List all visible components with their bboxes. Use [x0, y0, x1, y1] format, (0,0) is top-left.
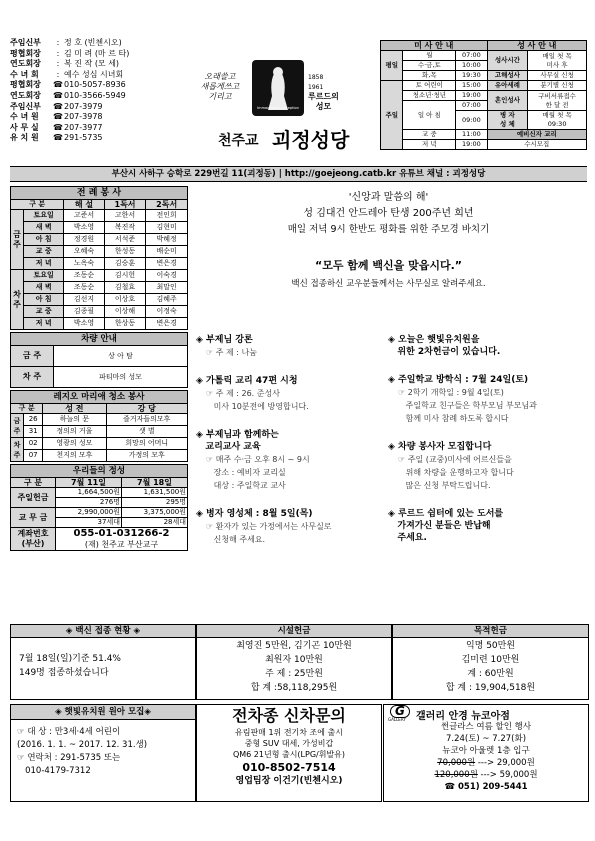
gallery-logo-icon: G — [390, 705, 410, 718]
staff-row: 연도회장 ☎ 010-3566-5949 — [10, 90, 126, 100]
bottom-section — [10, 624, 587, 700]
mary-seal-icon: Immaculate Conception — [252, 60, 304, 116]
service-row: 새 벽 조동순 김철효 최말인 — [11, 282, 188, 294]
staff-row: 평협회장 : 김 미 려 (마 르 타) — [10, 48, 130, 58]
service-row: 새 벽 박소영 복진작 김현미 — [11, 222, 188, 234]
main-message: '신앙과 말씀의 해' 성 김대건 안드레아 탄생 200주년 희년 매일 저녁 9시 한반도 평화를 위한 주모경 바치기 “모두 함께 백신을 맞읍시다.” 백신 접종하신 교우분들께서는 사무실로 알려주세요. — [190, 190, 587, 291]
facility-offering: 시설헌금 최영진 5만원, 김기곤 10만원 최원자 10만원 주 제 : 25만원 합 계 :58,118,295원 — [196, 624, 392, 700]
mass-row: 평일 월 07:00 성사시간 매일 첫 목 미사 후 — [381, 51, 587, 61]
mass-schedule: 미 사 안 내 성 사 안 내 평일 월 07:00 성사시간 매일 첫 목 미사 후 수·금,토 10:00 화,목 19:30 고해성사 사무실 신청 주일 토 어린이 15:00 유아세례 분기별 신청 청소년·청년 19:00 혼인성사 구비서류접수 한 달 전 일 아 침 07:00 09:00 병 자 성 체 매월 첫 목 09:30 교 중 11:00 예비신자 교리 저 녁 19:00 수시모집 — [380, 40, 587, 150]
notice-item: ◈ 루르드 쉼터에 있는 도서를 가져가신 분들은 반납해 주세요. — [388, 509, 504, 543]
purpose-offering: 목적헌금 익명 50만원 김미련 10만원 계 : 60만원 합 계 : 19,904,518원 — [392, 624, 589, 700]
staff-list — [10, 38, 180, 144]
legio-row: 31 정의의 거울 샛 별 — [11, 426, 188, 438]
year-theme: '신앙과 말씀의 해' — [348, 192, 429, 203]
mass-row: 주일 토 어린이 15:00 유아세례 분기별 신청 — [381, 81, 587, 91]
notice-item: ◈ 가톨릭 교리 47편 시청 ☞ 주 제 : 26. 준성사 미사 10분전에 방영합니다. — [196, 376, 309, 411]
service-row: 금 주 토요일 고준서 고한서 전인희 — [11, 210, 188, 222]
glass-ad: G GALLERY 갤러리 안경 뉴코아점 썬글라스 여름 할인 행사 7.24(토) ~ 7.27(화) 뉴코아 아울렛 1층 입구 70,000원 ---> 29,000원 120,000원 ---> 59,000원 ☎ 051) 209-5441 — [383, 704, 589, 802]
vehicle-row: 차 주 파티마의 성모 — [11, 367, 188, 388]
service-row: 교 중 오혜숙 한성동 배순미 — [11, 246, 188, 258]
offering-row: 주일헌금 1,664,500원 1,631,500원 — [11, 488, 188, 498]
staff-row: 수 녀 원 ☎ 207-3978 — [10, 112, 103, 122]
mass-row: 저 녁 19:00 수시모집 — [381, 140, 587, 150]
lourdes-label: 루르드의 성모 — [308, 92, 339, 111]
offering-row: 276명 295명 — [11, 498, 188, 508]
handwriting-slogan: 오래쓸고 새롭게쓰고 기리고 — [200, 72, 240, 101]
service-row: 차 주 토요일 조동순 김시헌 이숙경 — [11, 270, 188, 282]
notice-item: ◈ 부제님 강론 ☞ 주 제 : 나눔 — [196, 335, 257, 357]
legio-row: 금 주 26 하늘의 문 즐거자들의모후 — [11, 414, 188, 426]
staff-row: 주임신부 ☎ 207-3979 — [10, 101, 103, 111]
vehicle-row: 금 주 상 아 탐 — [11, 346, 188, 367]
legio-header: 구 분 성 전 강 당 — [11, 404, 188, 414]
mass-row: 화,목 19:30 고해성사 사무실 신청 — [381, 71, 587, 81]
service-header: 구 분 해 설 1독서 2독서 — [11, 200, 188, 210]
cheonju-label: 천주교 — [218, 133, 259, 149]
vaccine-quote: “모두 함께 백신을 맞읍시다.” — [314, 259, 462, 272]
offering-row: 37세대 28세대 — [11, 518, 188, 528]
notices-left — [196, 334, 384, 562]
service-row: 아 침 김선지 이상호 김혜주 — [11, 294, 188, 306]
address-bar: 부산시 사하구 승학로 229번길 11(괴정동) | http://goejeong.catb.kr 유튜브 채널 : 괴정성당 — [10, 166, 587, 182]
mass-row: 수·금,토 10:00 — [381, 61, 587, 71]
account-row: 계좌번호 (부산) 055-01-031266-2 (재) 천주교 부산교구 — [11, 528, 188, 551]
legio-row: 07 천지의 모후 가정의 모후 — [11, 450, 188, 462]
notice-item: ◈ 병자 영성체 : 8월 5일(목) ☞ 환자가 있는 가정에서는 사무실로 신청해 주세요. — [196, 509, 332, 544]
service-row: 저 녁 박소영 한상동 변은경 — [11, 318, 188, 330]
mass-row: 09:00 병 자 성 체 매월 첫 목 09:30 — [381, 111, 587, 130]
staff-row: 연도회장 : 복 진 작 (모 세) — [10, 59, 120, 69]
left-column: 전 례 봉 사 구 분 해 설 1독서 2독서 금 주 토요일 고준서 고한서 전인희 새 벽 박소영 복진작 김현미 아 침 정경원 서석준 박혜정 교 중 오혜숙 한성동 배순미 저 녁 노옥숙 김승훈 변은경 차 주 토요일 조동순 김시헌 이숙경 새 벽 조동순 김철효 최말인 아 침 김선지 이상호 김혜주 교 중 김종필 이상해 이정숙 저 녁 박소영 한상동 변은경 차량 안내 금 주 상 아 탐 차 주 파티마의 성모 레지오 마리애 청소 봉사 구 분 성 전 강 당 금 주 26 하늘의 문 즐거자들의모후 31 정의의 거울 샛 별 차 주 02 영광의 성모 희망의 어머니 07 천지의 모후 가정의 모후 우리들의 정성 구 분 7월 11일 7월 18일 주일헌금 1,664,500원 1,631,500원 276명 295명 교 무 금 2,990,000원 3,375,000원 37세대 28세대 계좌번호 (부산) 055-01-031266-2 (재) 천주교 부산교구 — [10, 186, 188, 551]
offering-row: 교 무 금 2,990,000원 3,375,000원 — [11, 508, 188, 518]
notices-right — [388, 334, 588, 560]
vaccine-box: ◈ 백신 접종 현황 ◈ 7월 18일(일)기준 51.4% 149명 접종하셨습니다 — [10, 624, 196, 700]
service-row: 아 침 정경원 서석준 박혜정 — [11, 234, 188, 246]
mass-row: 청소년·청년 19:00 혼인성사 구비서류접수 한 달 전 — [381, 91, 587, 101]
notice-item: ◈ 차량 봉사자 모집합니다 ☞ 주일 (교중)미사에 어르신들을 위해 차량을 운행하고자 합니다 많은 신청 부탁드립니다. — [388, 442, 514, 490]
staff-row: 유 치 원 ☎ 291-5735 — [10, 133, 103, 143]
service-row: 저 녁 노옥숙 김승훈 변은경 — [11, 258, 188, 270]
mass-row: 교 중 11:00 예비신자 교리 — [381, 130, 587, 140]
mass-row: 일 아 침 07:00 — [381, 101, 587, 111]
service-row: 교 중 김종필 이상해 이정숙 — [11, 306, 188, 318]
staff-row: 평협회장 ☎ 010-5057-8936 — [10, 80, 126, 90]
offering-header: 구 분 7월 11일 7월 18일 — [11, 478, 188, 488]
parish-name: 괴정성당 — [272, 128, 350, 152]
legio-row: 차 주 02 영광의 성모 희망의 어머니 — [11, 438, 188, 450]
car-ad: 전차종 신차문의 유림판매 1위 전기차 조에 출시 중형 SUV 대세, 가성비갑 QM6 21년형 출시(LPG/휘발유) 010-8502-7514 영업팀장 이건기(빈첸시오) — [196, 704, 382, 802]
staff-row: 수 녀 회 : 예수 성심 시녀회 — [10, 69, 124, 79]
parish-logo: 오래쓸고 새롭게쓰고 기리고 Immaculate Conception 1858 1961 루르드의 성모 천주교 괴정성당 — [190, 52, 370, 162]
notice-item: ◈ 부제님과 함께하는 교리교사 교육 ☞ 매주 수·금 오후 8시 ~ 9시 장소 : 예비자 교리실 대상 : 주일학교 교사 — [196, 430, 310, 490]
notice-item: ◈ 주일학교 방학식 : 7월 24일(토) ☞ 2학기 개학일 : 9월 4일(토) 주일학교 친구들은 학부모님 부모님과 함께 미사 참례 하도록 합시다 — [388, 375, 537, 423]
notice-item: ◈ 오늘은 햇빛유치원을 위한 2차헌금이 있습니다. — [388, 335, 501, 357]
staff-row: 사 무 실 ☎ 207-3977 — [10, 122, 103, 132]
kindergarten-ad: ◈ 햇빛유치원 원아 모집◈ ☞ 대 상 : 만3세·4세 어린이 (2016. 1. 1. ~ 2017. 12. 31.생) ☞ 연락처 : 291-5735 또는 010-4179-7312 — [10, 704, 196, 802]
staff-row: 주임신부 : 정 호 (빈첸시오) — [10, 38, 122, 47]
